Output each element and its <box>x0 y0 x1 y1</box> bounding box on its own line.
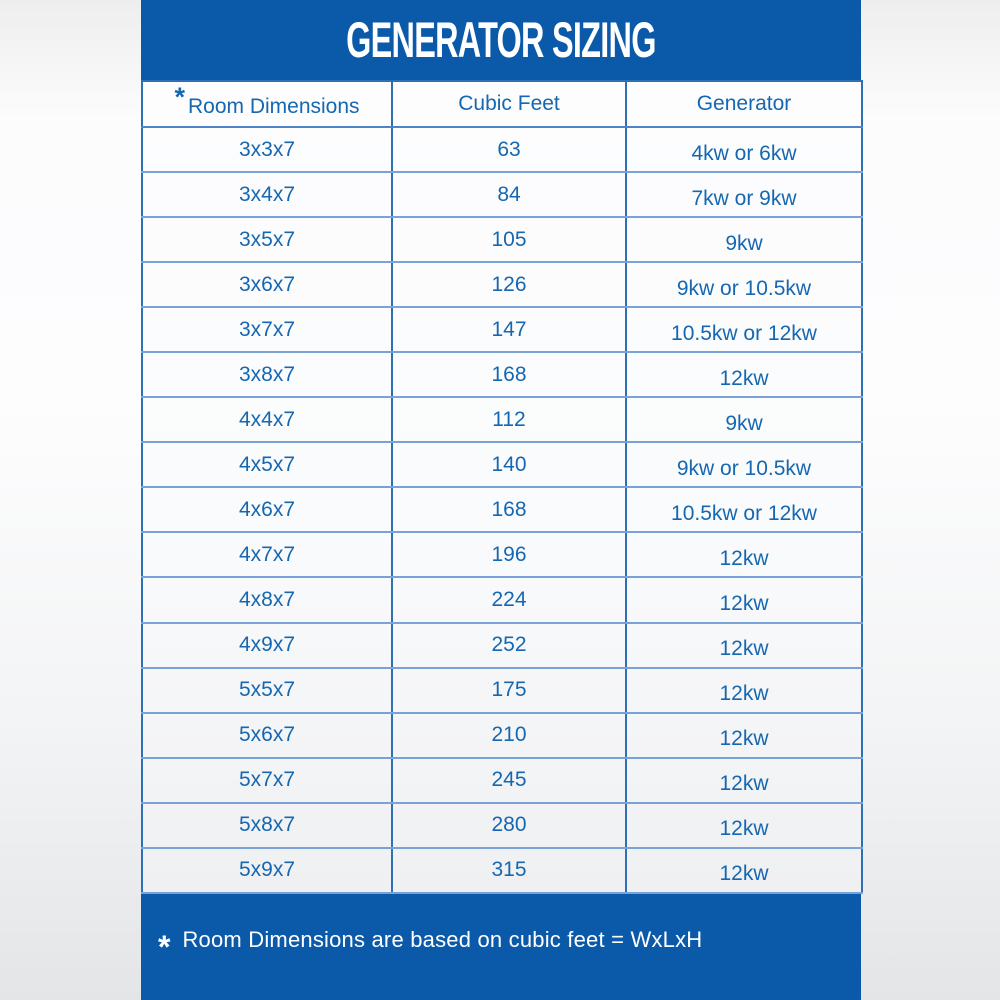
generator-cell: 10.5kw or 12kw <box>626 487 862 532</box>
room-dimensions-cell: 3x6x7 <box>142 262 392 307</box>
generator-cell: 12kw <box>626 803 862 848</box>
room-dimensions-cell: 3x7x7 <box>142 307 392 352</box>
generator-cell: 10.5kw or 12kw <box>626 307 862 352</box>
cubic-feet-cell: 210 <box>392 713 626 758</box>
table-row <box>142 532 862 577</box>
room-dimensions-cell: 4x5x7 <box>142 442 392 487</box>
generator-cell: 12kw <box>626 668 862 713</box>
table-row <box>142 172 862 217</box>
page-title: GENERATOR SIZING <box>346 10 656 69</box>
table-row <box>142 127 862 172</box>
table-row <box>142 623 862 668</box>
generator-cell: 12kw <box>626 352 862 397</box>
table-row <box>142 668 862 713</box>
generator-cell: 12kw <box>626 848 862 893</box>
footnote-text: Room Dimensions are based on cubic feet = WxLxH <box>182 927 703 952</box>
cubic-feet-cell: 147 <box>392 307 626 352</box>
generator-cell: 9kw or 10.5kw <box>626 442 862 487</box>
cubic-feet-cell: 168 <box>392 487 626 532</box>
cubic-feet-cell: 140 <box>392 442 626 487</box>
generator-cell: 12kw <box>626 532 862 577</box>
title-band <box>141 0 861 80</box>
generator-cell: 9kw or 10.5kw <box>626 262 862 307</box>
table-row <box>142 803 862 848</box>
footnote-band: * Room Dimensions are based on cubic feet = WxLxH <box>141 894 861 1000</box>
room-dimensions-cell: 5x7x7 <box>142 758 392 803</box>
cubic-feet-cell: 63 <box>392 127 626 172</box>
room-dimensions-cell: 5x9x7 <box>142 848 392 893</box>
cubic-feet-cell: 168 <box>392 352 626 397</box>
table-header-row <box>142 81 862 127</box>
room-dimensions-cell: 4x9x7 <box>142 623 392 668</box>
column-header-generator <box>626 81 862 127</box>
cubic-feet-cell: 252 <box>392 623 626 668</box>
room-dimensions-cell: 4x6x7 <box>142 487 392 532</box>
room-dimensions-cell: 4x4x7 <box>142 397 392 442</box>
table-row <box>142 848 862 893</box>
cubic-feet-cell: 105 <box>392 217 626 262</box>
room-dimensions-cell: 3x3x7 <box>142 127 392 172</box>
cubic-feet-cell: 224 <box>392 577 626 622</box>
room-dimensions-cell: 4x8x7 <box>142 577 392 622</box>
table-row <box>142 307 862 352</box>
asterisk-marker: * <box>174 81 185 112</box>
room-dimensions-cell: 3x8x7 <box>142 352 392 397</box>
column-header-room-dimensions <box>142 81 392 127</box>
table-row <box>142 577 862 622</box>
table-row <box>142 758 862 803</box>
column-header-cubic-feet <box>392 81 626 127</box>
cubic-feet-cell: 245 <box>392 758 626 803</box>
sizing-table <box>141 80 861 894</box>
generator-sizing-panel <box>141 0 861 1000</box>
table-row <box>142 262 862 307</box>
generator-cell: 12kw <box>626 577 862 622</box>
table-row <box>142 352 862 397</box>
cubic-feet-cell: 175 <box>392 668 626 713</box>
room-dimensions-cell: 5x5x7 <box>142 668 392 713</box>
column-header-label: Generator <box>696 92 792 115</box>
cubic-feet-cell: 280 <box>392 803 626 848</box>
table-row <box>142 487 862 532</box>
room-dimensions-cell: 3x5x7 <box>142 217 392 262</box>
generator-cell: 12kw <box>626 713 862 758</box>
column-header-label: Cubic Feet <box>458 92 560 115</box>
generator-cell: 12kw <box>626 758 862 803</box>
room-dimensions-cell: 4x7x7 <box>142 532 392 577</box>
table-row <box>142 442 862 487</box>
generator-cell: 7kw or 9kw <box>626 172 862 217</box>
cubic-feet-cell: 84 <box>392 172 626 217</box>
room-dimensions-cell: 5x8x7 <box>142 803 392 848</box>
table-row <box>142 217 862 262</box>
column-header-label: Room Dimensions <box>187 94 360 118</box>
cubic-feet-cell: 196 <box>392 532 626 577</box>
table-row <box>142 397 862 442</box>
generator-cell: 12kw <box>626 623 862 668</box>
room-dimensions-cell: 3x4x7 <box>142 172 392 217</box>
generator-cell: 4kw or 6kw <box>626 127 862 172</box>
room-dimensions-cell: 5x6x7 <box>142 713 392 758</box>
table-row <box>142 713 862 758</box>
cubic-feet-cell: 112 <box>392 397 626 442</box>
generator-cell: 9kw <box>626 397 862 442</box>
cubic-feet-cell: 126 <box>392 262 626 307</box>
cubic-feet-cell: 315 <box>392 848 626 893</box>
generator-cell: 9kw <box>626 217 862 262</box>
